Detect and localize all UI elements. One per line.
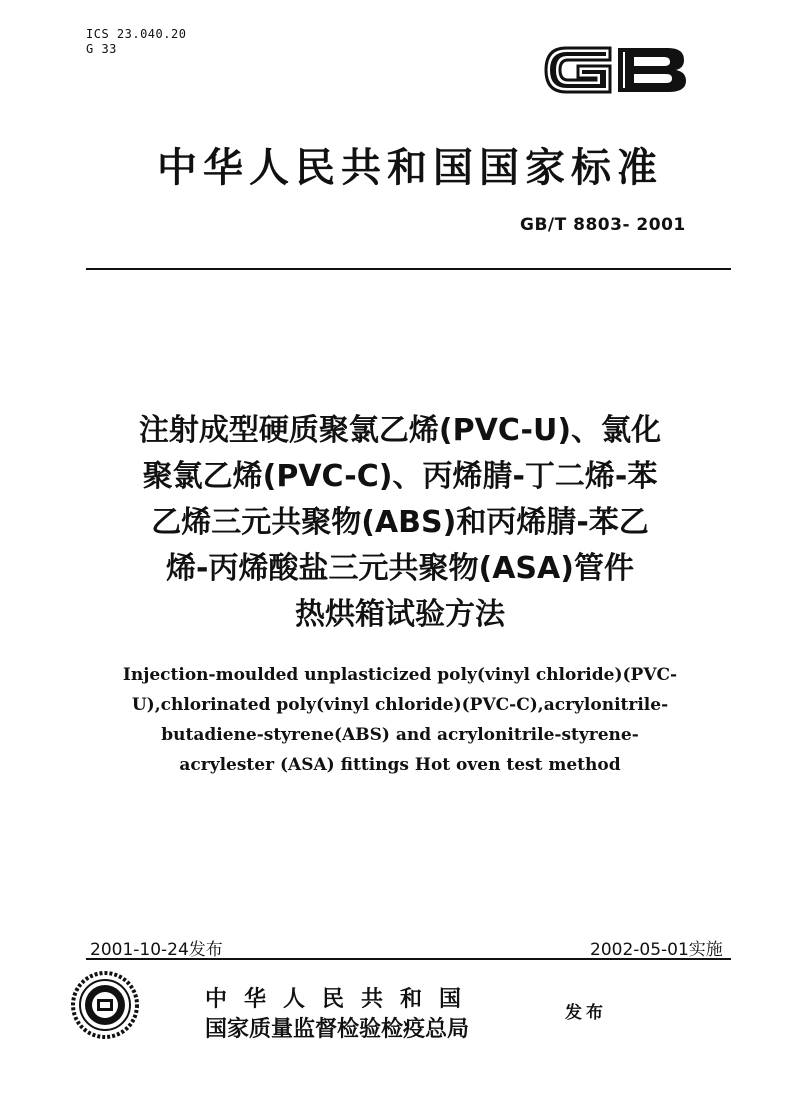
ccs-code: G 33 <box>86 42 117 56</box>
gb-logo-graphic <box>540 38 690 102</box>
standard-org-title: 中华人民共和国国家标准 <box>157 144 663 191</box>
english-title-line: acrylester (ASA) fittings Hot oven test method <box>179 755 621 775</box>
implementation-date: 2002-05-01实施 <box>590 940 723 960</box>
english-title-line: U),chlorinated poly(vinyl chloride)(PVC-C),acrylonitrile- <box>131 695 669 715</box>
issuing-agency <box>205 985 478 1045</box>
english-title-line: butadiene-styrene(ABS) and acrylonitrile-styrene- <box>161 725 639 745</box>
agency-country: 中华人民共和国 <box>205 987 479 1012</box>
agency-name: 国家质量监督检验检疫总局 <box>205 1017 470 1042</box>
official-seal-icon <box>70 970 140 1040</box>
chinese-title-line: 注射成型硬质聚氯乙烯(PVC-U)、氯化 <box>138 413 662 448</box>
english-title-line: Injection-moulded unplasticized poly(vinyl chloride)(PVC- <box>122 665 678 685</box>
top-divider <box>86 268 731 270</box>
chinese-title-line: 热烘箱试验方法 <box>295 597 505 632</box>
chinese-title-line: 聚氯乙烯(PVC-C)、丙烯腈-丁二烯-苯 <box>142 459 658 494</box>
bottom-divider <box>86 958 731 960</box>
issue-date: 2001-10-24发布 <box>90 940 223 960</box>
ics-code: ICS 23.040.20 <box>86 27 187 41</box>
chinese-title <box>70 408 730 638</box>
chinese-title-line: 乙烯三元共聚物(ABS)和丙烯腈-苯乙 <box>151 505 649 540</box>
english-title <box>70 660 730 780</box>
publish-label: 发布 <box>565 1003 607 1023</box>
gb-logo <box>540 38 690 102</box>
classification-codes <box>86 27 186 57</box>
chinese-title-line: 烯-丙烯酸盐三元共聚物(ASA)管件 <box>166 551 634 586</box>
standard-number: GB/T 8803- 2001 <box>520 215 686 235</box>
